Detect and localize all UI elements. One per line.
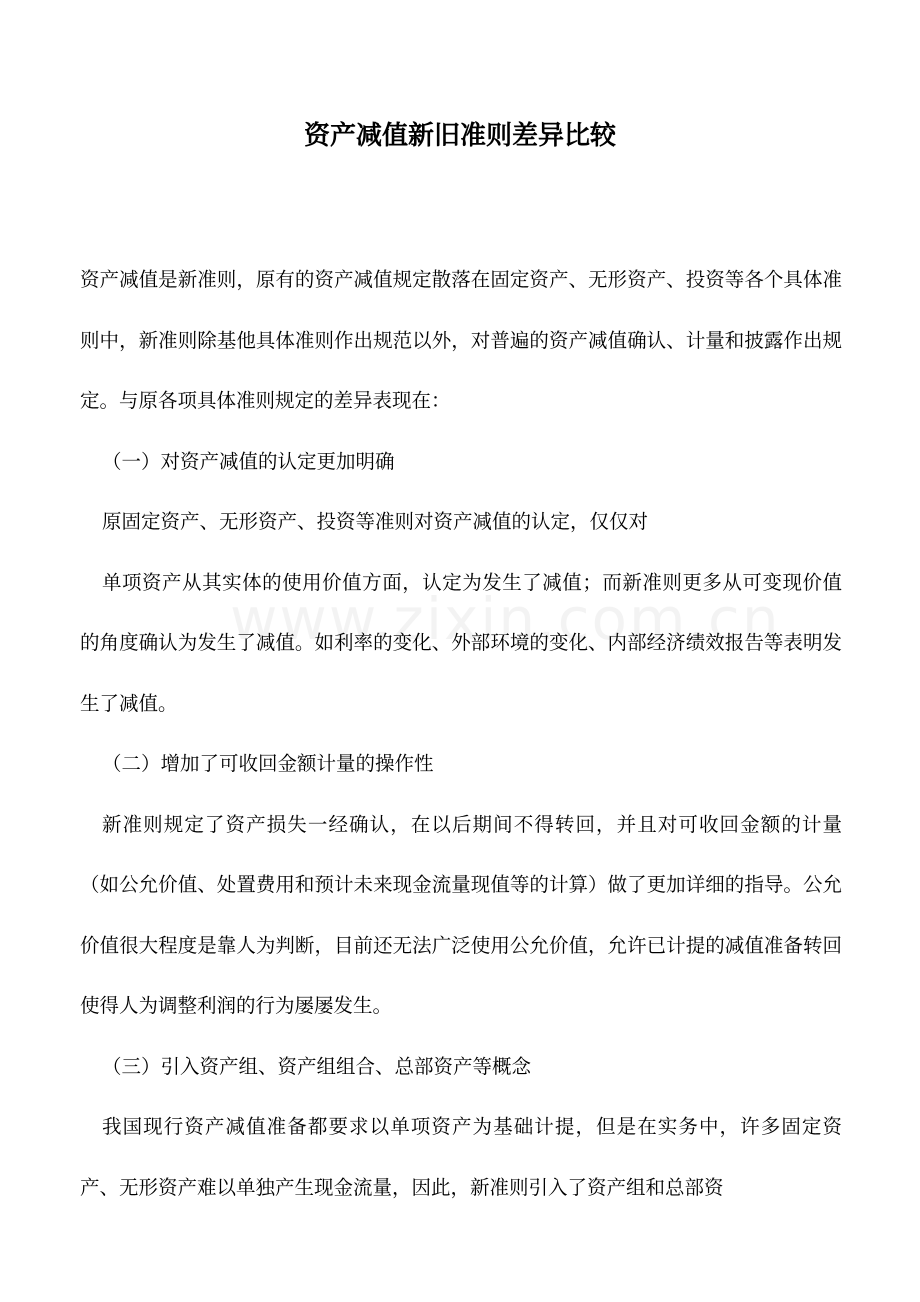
- paragraph-intro: 资产减值是新准则，原有的资产减值规定散落在固定资产、无形资产、投资等各个具体准则中，新准则除基他具体准则作出规范以外，对普遍的资产减值确认、计量和披露作出规定。与原各项具体准则规定的差异表现在：: [80, 268, 842, 412]
- paragraph-2: 新准则规定了资产损失一经确认，在以后期间不得转回，并且对可收回金额的计量（如公允价值、处置费用和预计未来现金流量现值等的计算）做了更加详细的指导。公允价值很大程度是靠人为判断，目前还无法广泛使用公允价值，允许已计提的减值准备转回使得人为调整利润的行为屡屡发生。: [80, 812, 842, 1017]
- paragraph-1b: 单项资产从其实体的使用价值方面，认定为发生了减值；而新准则更多从可变现价值的角度确认为发生了减值。如利率的变化、外部环境的变化、内部经济绩效报告等表明发生了减值。: [80, 570, 842, 715]
- paragraph-1a: 原固定资产、无形资产、投资等准则对资产减值的认定，仅仅对: [102, 510, 649, 533]
- document-body: [80, 250, 842, 1218]
- section-heading-3: （三）引入资产组、资产组组合、总部资产等概念: [102, 1054, 532, 1078]
- paragraph-3: 我国现行资产减值准备都要求以单项资产为基础计提，但是在实务中，许多固定资产、无形资产难以单独产生现金流量，因此，新准则引入了资产组和总部资: [80, 1115, 842, 1199]
- section-heading-1: （一）对资产减值的认定更加明确: [102, 449, 395, 473]
- document-title: 资产减值新旧准则差异比较: [303, 121, 616, 151]
- section-heading-2: （二）增加了可收回金额计量的操作性: [102, 752, 434, 775]
